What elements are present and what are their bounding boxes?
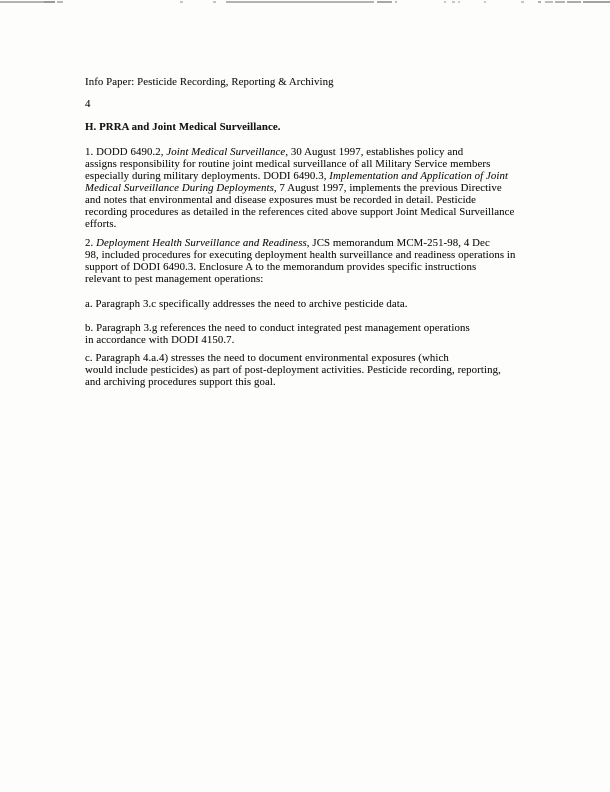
text-line (85, 170, 565, 182)
text-segment: in accordance with DODI 4150.7. (85, 334, 235, 346)
scan-dash (226, 1, 374, 3)
text-segment: efforts. (85, 218, 117, 230)
document-body (85, 146, 565, 388)
scan-dash (213, 1, 216, 3)
text-line (85, 334, 565, 346)
text-line (85, 273, 565, 285)
paragraph-2 (85, 237, 565, 285)
text-segment: , 30 August 1997, establishes policy and (285, 146, 464, 158)
italic-text-segment: Joint Medical Surveillance (166, 146, 286, 158)
scan-dash (484, 1, 486, 3)
paragraph-a (85, 298, 565, 310)
scan-dash (555, 1, 565, 3)
section-heading: H. PRRA and Joint Medical Surveillance. (85, 121, 281, 133)
text-line (85, 146, 565, 158)
scan-dash (57, 1, 63, 3)
text-segment: a. Paragraph 3.c specifically addresses the need to archive pesticide data. (85, 298, 408, 310)
document-title: Info Paper: Pesticide Recording, Reporting & Archiving (85, 76, 334, 88)
scan-dash (521, 1, 524, 3)
text-segment: and notes that environmental and disease exposures must be recorded in detail. Pesticide (85, 194, 477, 206)
scan-dash (377, 1, 392, 3)
text-segment: 1. DODD 6490.2, (85, 146, 167, 158)
text-line (85, 206, 565, 218)
text-line (85, 249, 565, 261)
paragraph-c (85, 352, 565, 388)
scan-dash (0, 1, 44, 3)
italic-text-segment: Medical Surveillance During Deployments (85, 182, 274, 194)
scan-dash (583, 1, 610, 3)
text-line (85, 237, 565, 249)
text-line (85, 218, 565, 230)
text-line (85, 261, 565, 273)
text-segment: , 7 August 1997, implements the previous Directive (273, 182, 502, 194)
text-segment: especially during military deployments. DODI 6490.3, (85, 170, 330, 182)
paragraph-1 (85, 146, 565, 230)
page-number: 4 (85, 98, 91, 110)
scan-dash (452, 1, 455, 3)
text-line (85, 376, 565, 388)
text-line (85, 158, 565, 170)
text-segment: support of DODI 6490.3. Enclosure A to the memorandum provides specific instructions (85, 261, 477, 273)
scan-dash (395, 1, 397, 3)
scan-artifact-top (0, 1, 610, 4)
text-segment: assigns responsibility for routine joint medical surveillance of all Military Service members (85, 158, 491, 170)
text-line (85, 322, 565, 334)
text-segment: recording procedures as detailed in the references cited above support Joint Medical Surveillance (85, 206, 515, 218)
text-segment: b. Paragraph 3.g references the need to conduct integrated pest management operations (85, 322, 470, 334)
text-line (85, 352, 565, 364)
document-content (85, 76, 565, 388)
text-line (85, 298, 565, 310)
text-segment: 2. (85, 237, 97, 249)
scan-dash (444, 1, 446, 3)
text-segment: c. Paragraph 4.a.4) stresses the need to document environmental exposures (which (85, 352, 449, 364)
italic-text-segment: Implementation and Application of Joint (329, 170, 509, 182)
text-line (85, 194, 565, 206)
text-segment: would include pesticides) as part of post-deployment activities. Pesticide recording, reporting, (85, 364, 501, 376)
text-segment: and archiving procedures support this goal. (85, 376, 276, 388)
scan-dash (567, 1, 581, 3)
scan-dash (44, 1, 55, 3)
scan-dash (180, 1, 183, 3)
scan-dash (545, 1, 553, 3)
paragraph-b (85, 322, 565, 346)
text-line (85, 182, 565, 194)
italic-text-segment: Deployment Health Surveillance and Readiness (96, 237, 307, 249)
text-segment: , JCS memorandum MCM-251-98, 4 Dec (306, 237, 490, 249)
scan-dash (458, 1, 460, 3)
text-segment: 98, included procedures for executing deployment health surveillance and readiness operations in (85, 249, 516, 261)
text-segment: relevant to pest management operations: (85, 273, 264, 285)
scan-dash (538, 1, 541, 3)
text-line (85, 364, 565, 376)
